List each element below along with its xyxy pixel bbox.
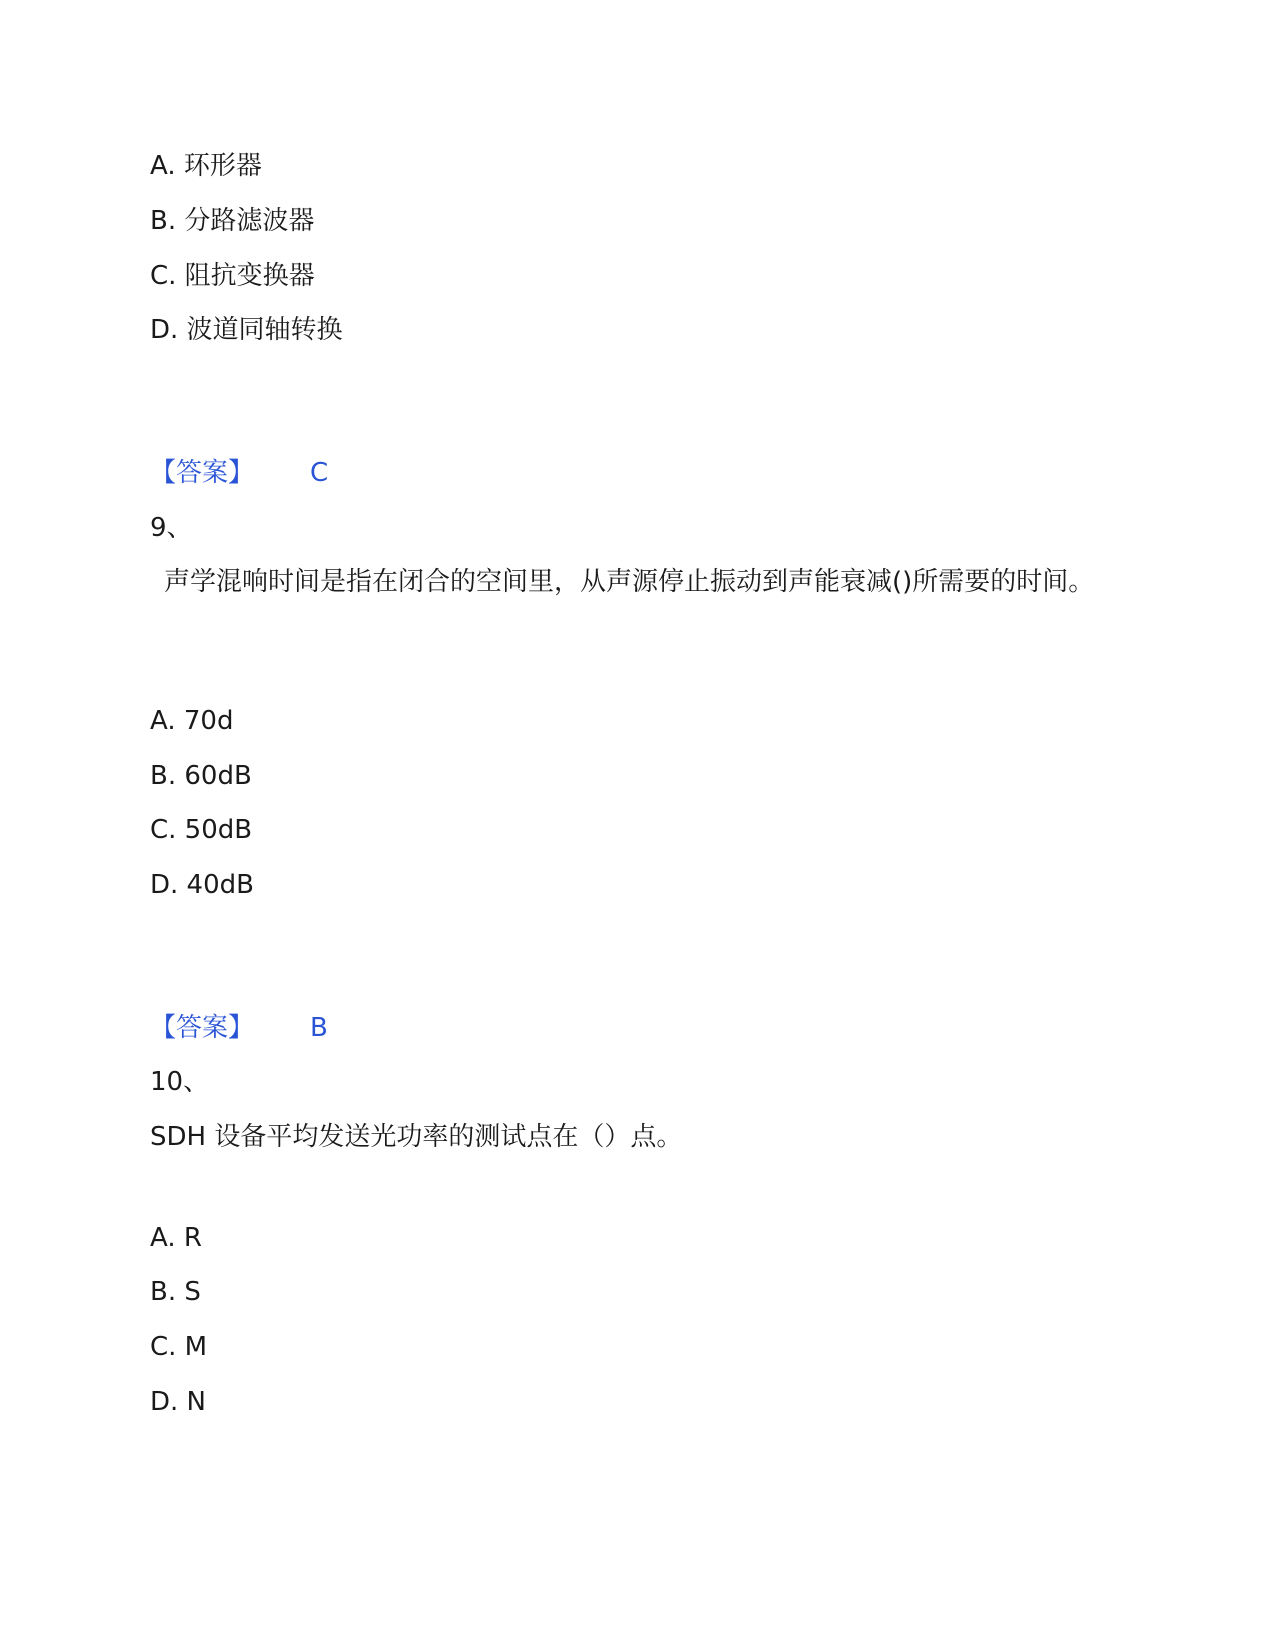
q10-option-c: C. M [150, 1332, 208, 1362]
q8-option-c: C. 阻抗变换器 [150, 261, 315, 291]
q9-option-d: D. 40dB [150, 870, 254, 900]
q9-option-b: B. 60dB [150, 761, 252, 791]
q8-option-b: B. 分路滤波器 [150, 206, 315, 236]
q8-option-d: D. 波道同轴转换 [150, 315, 343, 345]
q9-number: 9、 [150, 513, 193, 543]
q9-option-a: A. 70d [150, 706, 234, 736]
q10-number: 10、 [150, 1067, 210, 1097]
q8-option-a: A. 环形器 [150, 151, 262, 181]
q10-option-a: A. R [150, 1223, 202, 1253]
q9-option-c: C. 50dB [150, 815, 253, 845]
q10-option-b: B. S [150, 1277, 201, 1307]
q9-answer [150, 1012, 328, 1044]
q9-answer-value: B [310, 1013, 328, 1043]
q8-answer-value: C [310, 458, 329, 488]
q9-text: 声学混响时间是指在闭合的空间里，从声源停止振动到声能衰减()所需要的时间。 [164, 567, 1095, 597]
q10-option-d: D. N [150, 1387, 206, 1417]
q9-answer-label: 【答案】 [150, 1013, 255, 1043]
q8-answer-label: 【答案】 [150, 458, 255, 488]
q8-answer [150, 457, 329, 489]
q10-text: SDH 设备平均发送光功率的测试点在（）点。 [150, 1122, 683, 1152]
